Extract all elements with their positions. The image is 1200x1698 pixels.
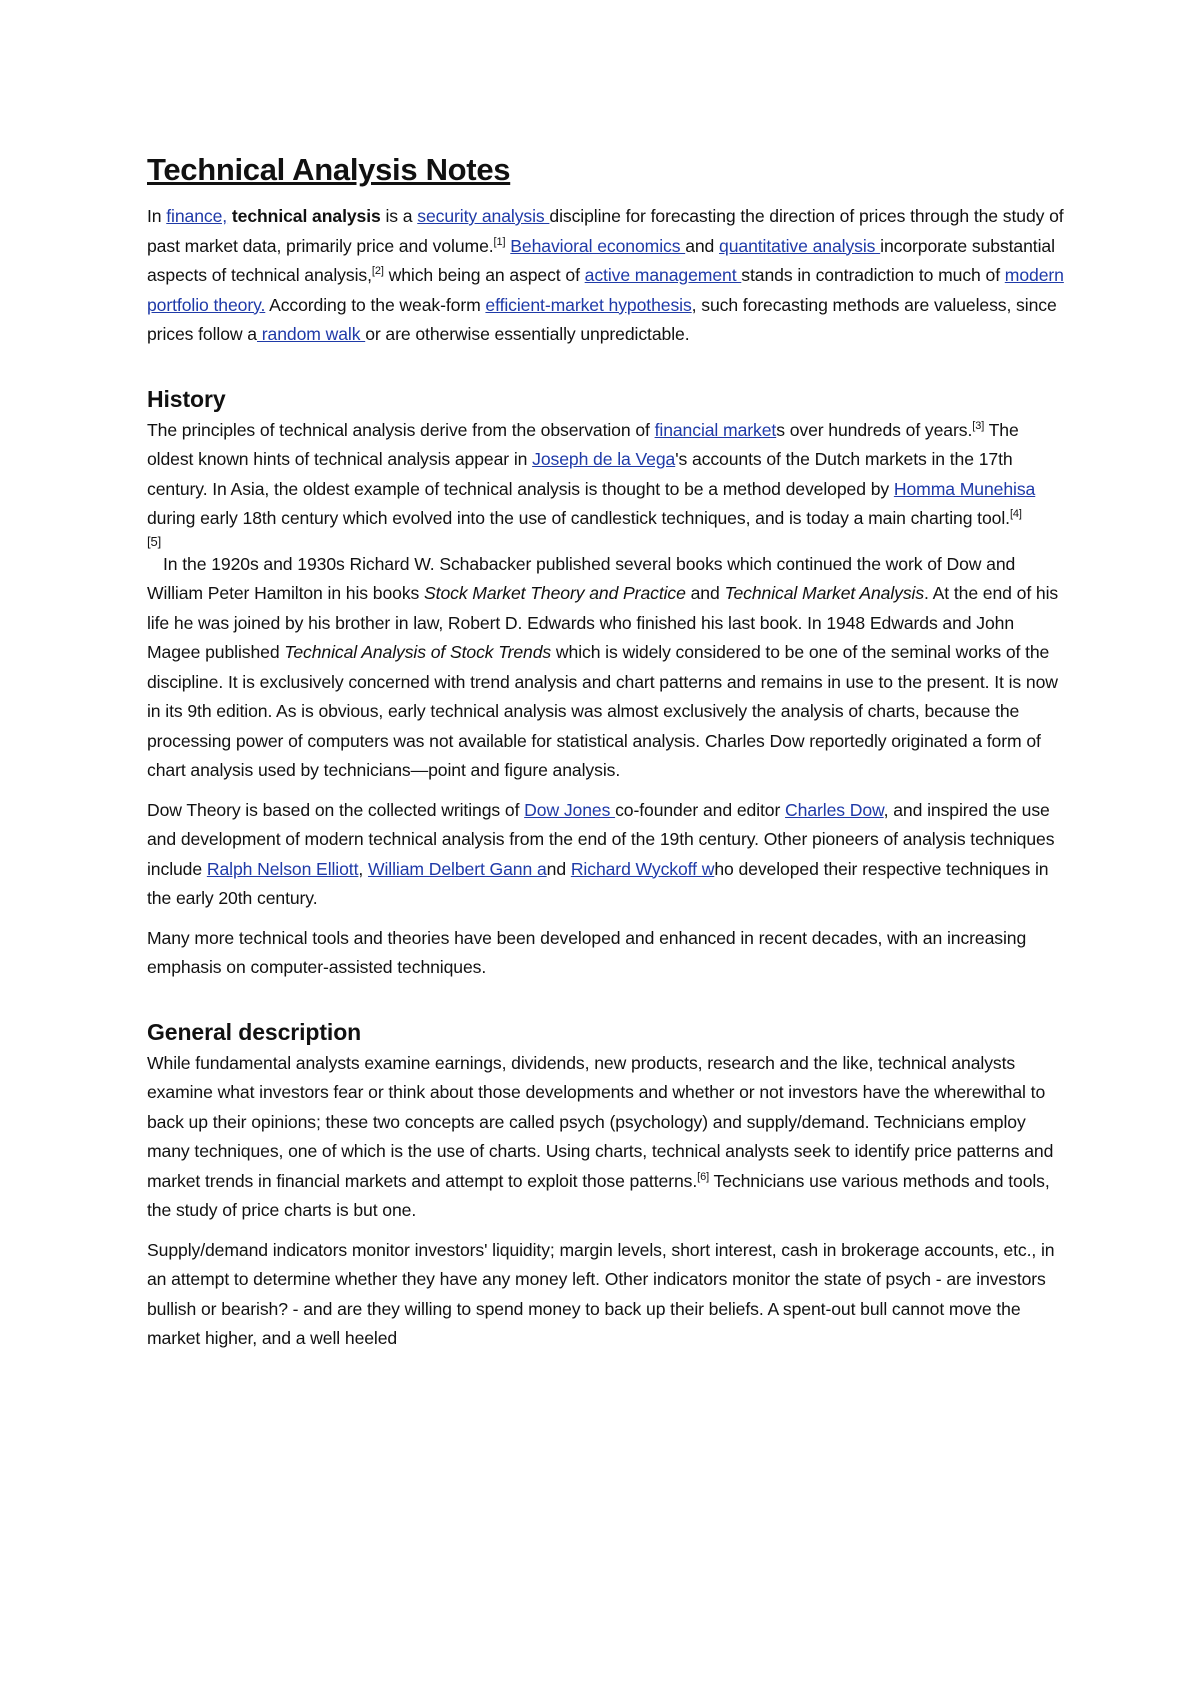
citation-1[interactable]: [1] <box>493 235 506 248</box>
link-behavioral-economics[interactable]: Behavioral economics <box>510 235 686 256</box>
history-paragraph-3 <box>147 796 1067 914</box>
link-william-delbert-gann[interactable]: William Delbert Gann a <box>367 858 547 879</box>
link-dow-jones[interactable]: Dow Jones <box>524 799 616 820</box>
text: , and inspired the use and development of modern technical analysis from the end of the 19th century. Other pioneers of analysis techniques include <box>147 799 1055 879</box>
text: The oldest known hints of technical analysis appear in <box>147 419 1019 469</box>
link-ralph-nelson-elliott[interactable]: Ralph Nelson Elliott <box>206 858 359 879</box>
text: discipline for forecasting the direction of prices through the study of past market data, primarily price and volume. <box>147 206 1064 256</box>
text: nd <box>546 858 571 879</box>
citation-5[interactable]: [5] <box>147 533 162 549</box>
text: which being an aspect of <box>383 265 585 285</box>
section-heading-history: History <box>147 385 226 412</box>
text: co-founder and editor <box>615 799 786 820</box>
text: , such forecasting methods are valueless, since prices follow a <box>147 294 1057 344</box>
book-title: Technical Market Analysis <box>724 583 925 603</box>
section-heading-general-description: General description <box>147 1018 362 1045</box>
history-paragraph-4: Many more technical tools and theories have been developed and enhanced in recent decades, with an increasing emphasis on computer-assisted techniques. <box>147 927 1027 977</box>
general-paragraph-1 <box>147 1049 1067 1226</box>
link-active-management[interactable]: active management <box>584 265 742 285</box>
text: . At the end of his life he was joined by his brother in law, Robert D. Edwards who finished his last book. In 1948 Edwards and John Magee published <box>147 583 1059 662</box>
text: and <box>685 583 725 603</box>
link-charles-dow[interactable]: Charles Dow <box>785 799 884 820</box>
bold-term: technical analysis <box>231 206 381 226</box>
document-page <box>147 150 1067 1354</box>
link-efficient-market-hypothesis[interactable]: efficient-market hypothesis <box>485 294 692 315</box>
text: stands in contradiction to much of <box>741 265 1005 285</box>
intro-paragraph <box>147 202 1067 350</box>
text: is a <box>380 206 418 226</box>
citation-6[interactable]: [6] <box>697 1170 710 1183</box>
link-security-analysis[interactable]: security analysis <box>417 206 550 226</box>
text: incorporate substantial aspects of technical analysis, <box>147 235 1055 285</box>
book-title: Stock Market Theory and Practice <box>424 583 686 603</box>
text: The principles of technical analysis derive from the observation of <box>147 419 655 440</box>
link-finance[interactable]: finance, <box>166 206 228 226</box>
book-title: Technical Analysis of Stock Trends <box>284 642 552 662</box>
text: ho developed their respective techniques in the early 20th century. <box>147 858 1049 908</box>
general-paragraph-2: Supply/demand indicators monitor investors' liquidity; margin levels, short interest, cash in brokerage accounts, etc., in an attempt to determine whether they have any money left. Other indicators monitor the state of psych - are investors bullish or bearish? - and are they willing to spend money to back up their beliefs. A spent-out bull cannot move the market higher, and a well heeled <box>147 1239 1055 1348</box>
citation-3[interactable]: [3] <box>972 419 985 432</box>
history-paragraph-1 <box>147 416 1067 786</box>
link-richard-wyckoff[interactable]: Richard Wyckoff w <box>570 858 715 879</box>
text: s over hundreds of years. <box>776 419 973 440</box>
text: which is widely considered to be one of the seminal works of the discipline. It is exclusively concerned with trend analysis and chart patterns and remains in use to the present. It is now in its 9th edition. As is obvious, early technical analysis was almost exclusively the analysis of charts, because the processing power of computers was not available for statistical analysis. Charles Dow reportedly originated a form of chart analysis used by technicians—point and figure analysis. <box>147 642 1058 780</box>
text: and <box>685 235 720 256</box>
text: Dow Theory is based on the collected writings of <box>147 799 525 820</box>
text: While fundamental analysts examine earnings, dividends, new products, research and the like, technical analysts examine what investors fear or think about those developments and whether or not investors have the wherewithal to back up their opinions; these two concepts are called psych (psychology) and supply/demand. Technicians employ many techniques, one of which is the use of charts. Using charts, technical analysts seek to identify price patterns and market trends in financial markets and attempt to exploit those patterns. <box>147 1052 1054 1191</box>
text: , <box>358 858 368 879</box>
text: In the 1920s and 1930s Richard W. Schabacker published several books which continued the work of Dow and William Peter Hamilton in his books <box>147 553 1016 603</box>
text: 's accounts of the Dutch markets in the 17th century. In Asia, the oldest example of technical analysis is thought to be a method developed by <box>147 449 1013 499</box>
text: Technicians use various methods and tools, the study of price charts is but one. <box>147 1170 1050 1220</box>
citation-2[interactable]: [2] <box>371 265 384 277</box>
page-title: Technical Analysis Notes <box>147 152 511 187</box>
text: or are otherwise essentially unpredictable. <box>365 324 690 344</box>
text: In <box>147 206 167 226</box>
citation-4[interactable]: [4] <box>1009 508 1022 520</box>
link-joseph-de-la-vega[interactable]: Joseph de la Vega <box>532 449 676 469</box>
link-random-walk[interactable]: random walk <box>256 324 366 344</box>
text: during early 18th century which evolved into the use of candlestick techniques, and is today a main charting tool. <box>147 508 1010 528</box>
link-homma-munehisa[interactable]: Homma Munehisa <box>893 478 1036 499</box>
link-modern-portfolio-theory[interactable]: modern portfolio theory. <box>147 265 1064 315</box>
link-quantitative-analysis[interactable]: quantitative analysis <box>719 235 881 256</box>
text: According to the weak-form <box>265 294 486 315</box>
link-financial-market[interactable]: financial market <box>654 419 777 440</box>
